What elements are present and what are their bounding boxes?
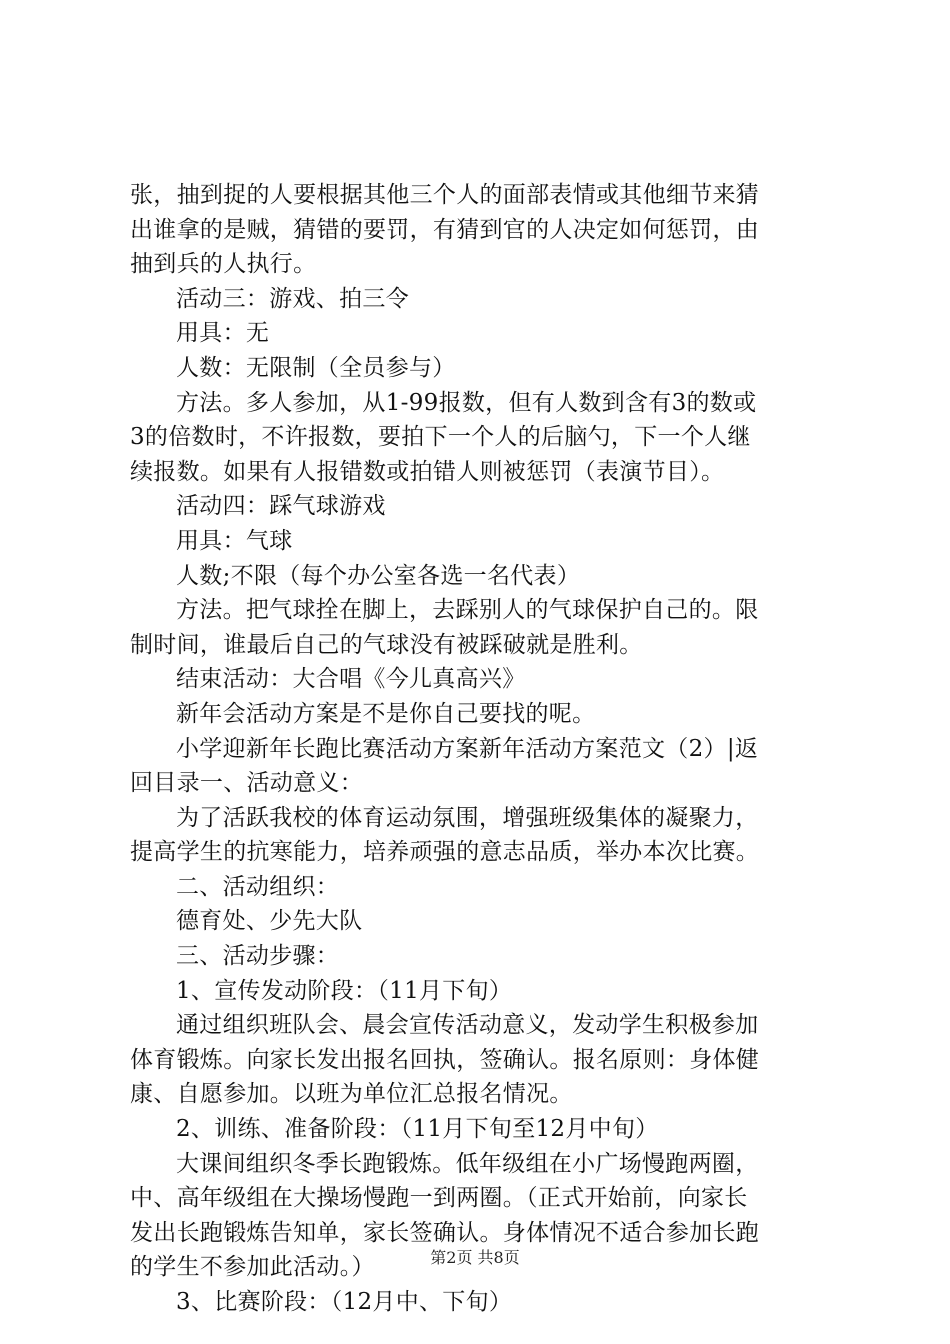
text-line: 2、训练、准备阶段：（11月下旬至12月中旬） — [176, 1116, 659, 1143]
text-line: 为了活跃我校的体育运动氛围，增强班级集体的凝聚力， — [176, 804, 759, 831]
page-number-footer: 第2页 共8页 — [430, 1248, 520, 1267]
text-line: 新年会活动方案是不是你自己要找的呢。 — [176, 700, 596, 727]
text-line: 通过组织班队会、晨会宣传活动意义，发动学生积极参加 — [176, 1012, 759, 1039]
text-line: 中、高年级组在大操场慢跑一到两圈。（正式开始前，向家长 — [130, 1185, 748, 1212]
text-line: 张，抽到捉的人要根据其他三个人的面部表情或其他细节来猜 — [130, 182, 760, 208]
text-line: 用具：无 — [176, 320, 270, 347]
text-line: 三、活动步骤： — [176, 943, 340, 970]
text-line: 小学迎新年长跑比赛活动方案新年活动方案范文（2）|返 — [176, 735, 759, 762]
text-line: 方法。多人参加，从1-99报数，但有人数到含有3的数或 — [176, 389, 757, 416]
text-line: 3、比赛阶段：（12月中、下旬） — [176, 1289, 513, 1315]
text-line: 人数：无限制（全员参与） — [176, 354, 456, 381]
text-line: 活动三：游戏、拍三令 — [176, 285, 409, 312]
text-line: 德育处、少先大队 — [176, 908, 363, 935]
text-line: 发出长跑锻炼告知单，家长签确认。身体情况不适合参加长跑 — [130, 1219, 760, 1246]
text-line: 制时间，谁最后自己的气球没有被踩破就是胜利。 — [130, 631, 643, 658]
text-line: 人数;不限（每个办公室各选一名代表） — [176, 562, 581, 589]
text-line: 提高学生的抗寒能力，培养顽强的意志品质，举办本次比赛。 — [130, 839, 760, 866]
text-line: 活动四：踩气球游戏 — [176, 493, 386, 520]
text-line: 抽到兵的人执行。 — [130, 251, 317, 278]
text-line: 用具：气球 — [176, 527, 293, 554]
text-line: 大课间组织冬季长跑锻炼。低年级组在小广场慢跑两圈， — [176, 1150, 759, 1177]
text-line: 1、宣传发动阶段：（11月下旬） — [176, 977, 513, 1004]
text-line: 二、活动组织： — [176, 873, 340, 900]
text-line: 体育锻炼。向家长发出报名回执，签确认。报名原则：身体健 — [130, 1046, 760, 1073]
text-line: 出谁拿的是贼，猜错的要罚，有猜到官的人决定如何惩罚，由 — [130, 216, 760, 243]
text-line: 的学生不参加此活动。） — [130, 1254, 375, 1281]
text-line: 3的倍数时，不许报数，要拍下一个人的后脑勺，下一个人继 — [130, 424, 751, 451]
text-line: 康、自愿参加。以班为单位汇总报名情况。 — [130, 1081, 573, 1108]
text-line: 回目录一、活动意义： — [130, 770, 363, 797]
text-line: 结束活动：大合唱《今儿真高兴》 — [176, 666, 526, 693]
text-line: 方法。把气球拴在脚上，去踩别人的气球保护自己的。限 — [176, 597, 759, 624]
text-line: 续报数。如果有人报错数或拍错人则被惩罚（表演节目）。 — [130, 458, 725, 485]
document-body — [130, 178, 832, 1320]
